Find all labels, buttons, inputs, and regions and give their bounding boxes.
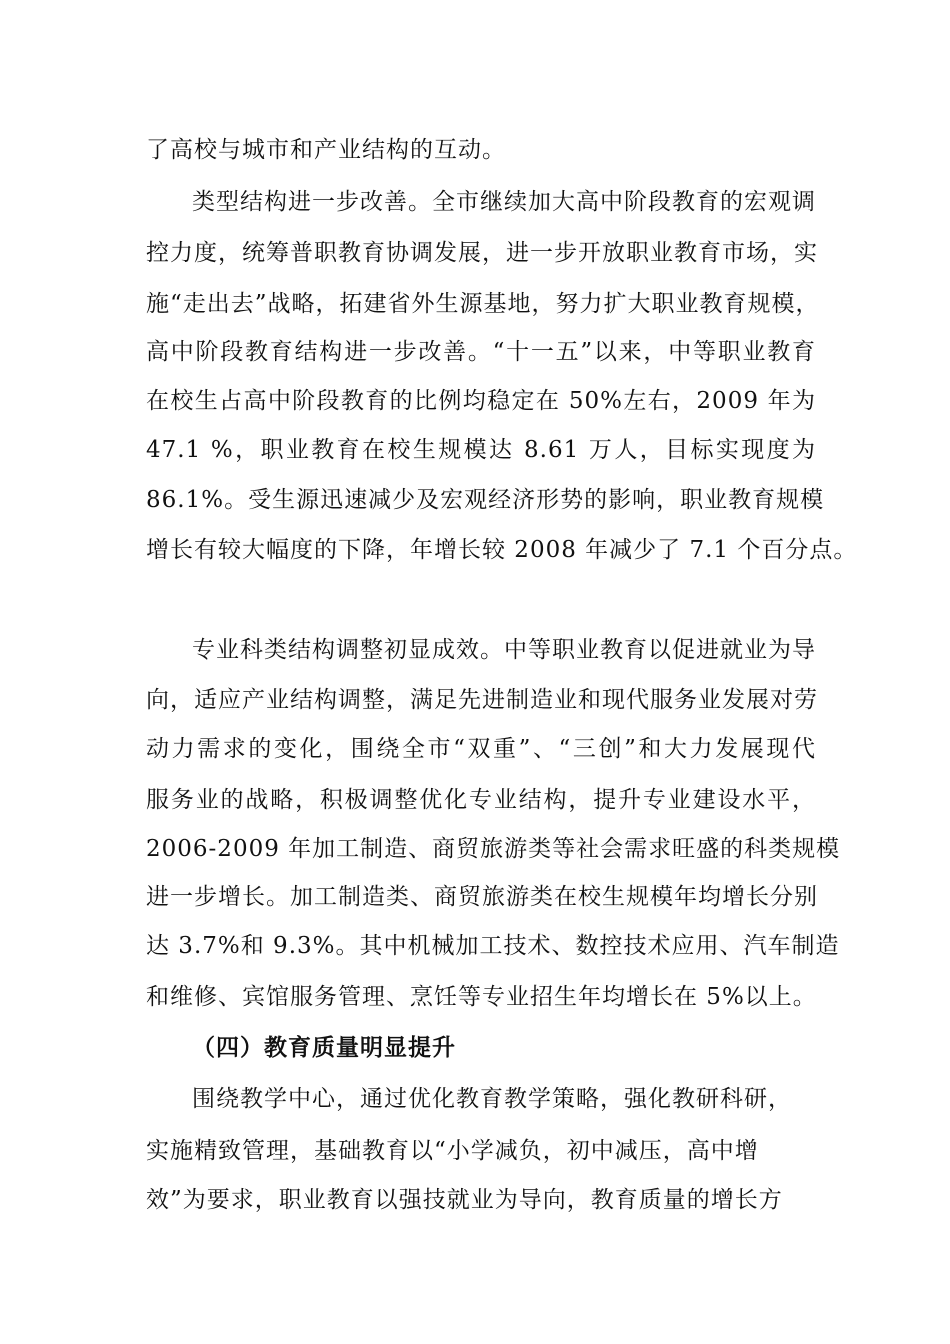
paragraph-line: 高中阶段教育结构进一步改善。“十一五”以来，中等职业教育 [146,339,816,365]
paragraph-line: 2006-2009 年加工制造、商贸旅游类等社会需求旺盛的科类规模 [146,836,841,862]
paragraph-line: 实施精致管理，基础教育以“小学减负，初中减压，高中增 [146,1138,759,1164]
paragraph-line: 进一步增长。加工制造类、商贸旅游类在校生规模年均增长分别 [146,884,818,910]
paragraph-line: 类型结构进一步改善。全市继续加大高中阶段教育的宏观调 [192,189,816,215]
paragraph-line: 增长有较大幅度的下降，年增长较 2008 年减少了 7.1 个百分点。 [146,537,858,563]
paragraph-line: 向，适应产业结构调整，满足先进制造业和现代服务业发展对劳 [146,687,818,713]
paragraph-line: 施“走出去”战略，拓建省外生源基地，努力扩大职业教育规模， [146,291,820,317]
paragraph-line: 效”为要求，职业教育以强技就业为导向，教育质量的增长方 [146,1187,783,1213]
paragraph-line: 了高校与城市和产业结构的互动。 [146,137,506,163]
paragraph-line: 动力需求的变化，围绕全市“双重”、“三创”和大力发展现代 [146,736,816,762]
paragraph-line: 服务业的战略，积极调整优化专业结构，提升专业建设水平， [146,787,816,813]
paragraph-line: 控力度，统筹普职教育协调发展，进一步开放职业教育市场，实 [146,240,818,266]
paragraph-line: 达 3.7%和 9.3%。其中机械加工技术、数控技术应用、汽车制造 [146,933,840,959]
paragraph-line: 和维修、宾馆服务管理、烹饪等专业招生年均增长在 5%以上。 [146,984,817,1010]
paragraph-line: 86.1%。受生源迅速减少及宏观经济形势的影响，职业教育规模 [146,487,825,513]
paragraph-line: 在校生占高中阶段教育的比例均稳定在 50%左右，2009 年为 [146,388,816,414]
paragraph-line: 47.1 %，职业教育在校生规模达 8.61 万人，目标实现度为 [146,437,816,463]
paragraph-line: 专业科类结构调整初显成效。中等职业教育以促进就业为导 [192,637,816,663]
paragraph-line: 围绕教学中心，通过优化教育教学策略，强化教研科研， [192,1086,792,1112]
section-heading: （四）教育质量明显提升 [192,1034,456,1061]
